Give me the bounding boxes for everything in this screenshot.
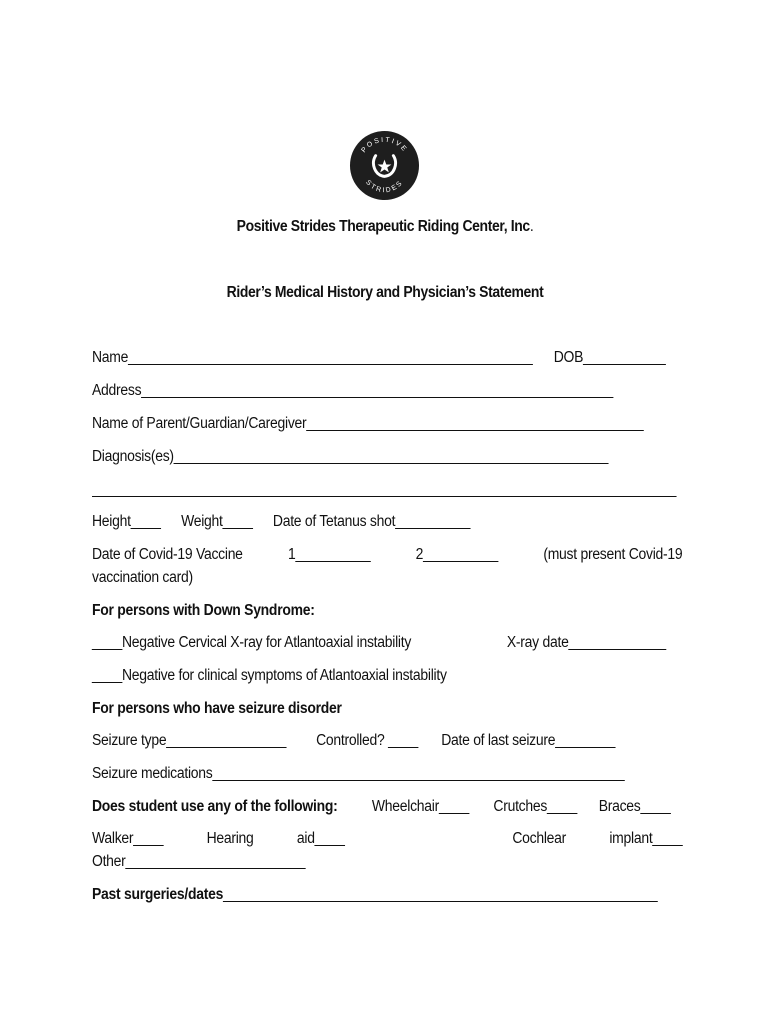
- covid-label: Date of Covid-19 Vaccine: [92, 546, 243, 563]
- height-field[interactable]: Height____: [92, 513, 161, 530]
- tetanus-date-field[interactable]: Date of Tetanus shot__________: [272, 513, 471, 530]
- covid-note-continued: vaccination card): [92, 569, 193, 586]
- devices-row-2: [92, 829, 682, 849]
- last-seizure-date-field[interactable]: Date of last seizure________: [441, 732, 616, 749]
- diagnosis-field[interactable]: Diagnosis(es)__________________________________________________________: [92, 448, 609, 465]
- surgeries-label: Past surgeries/dates: [92, 886, 224, 903]
- positive-strides-logo: [349, 130, 420, 201]
- wheelchair-field[interactable]: Wheelchair____: [371, 798, 469, 815]
- cochlear-label: Cochlear: [512, 830, 567, 847]
- address-field[interactable]: Address_______________________________________________________________: [92, 382, 614, 399]
- covid-dose-1-field[interactable]: 1__________: [287, 546, 371, 563]
- xray-row: [92, 633, 666, 653]
- controlled-field[interactable]: Controlled? ____: [316, 732, 419, 749]
- svg-text:POSITIVE: POSITIVE: [360, 136, 409, 155]
- hearing-label: Hearing: [206, 830, 254, 847]
- devices-row: [92, 797, 671, 817]
- svg-text:STRIDES: STRIDES: [364, 179, 405, 195]
- parent-guardian-field[interactable]: Name of Parent/Guardian/Caregiver_____________________________________________: [92, 415, 644, 432]
- weight-field[interactable]: Weight____: [181, 513, 253, 530]
- covid-dose-2-field[interactable]: 2__________: [415, 546, 499, 563]
- surgeries-row: [92, 885, 658, 905]
- clinical-symptoms-field[interactable]: ____Negative for clinical symptoms of Atlantoaxial instability: [92, 667, 447, 684]
- covid-row: [92, 545, 682, 565]
- surgeries-field[interactable]: __________________________________________________________: [223, 886, 658, 903]
- xray-date-field[interactable]: X-ray date_____________: [506, 634, 666, 651]
- name-row: [92, 348, 666, 368]
- down-syndrome-heading: For persons with Down Syndrome:: [92, 602, 315, 619]
- negative-xray-field[interactable]: ____Negative Cervical X-ray for Atlantoaxial instability: [92, 634, 412, 651]
- organization-title: Positive Strides Therapeutic Riding Center, Inc.: [236, 218, 534, 235]
- form-title: Rider’s Medical History and Physician’s Statement: [226, 284, 544, 301]
- dob-field[interactable]: DOB___________: [553, 349, 666, 366]
- vitals-row: [92, 512, 623, 532]
- cochlear-implant-field[interactable]: implant____: [609, 830, 683, 847]
- covid-note: (must present Covid-19: [543, 546, 683, 563]
- name-field[interactable]: Name______________________________________________________: [92, 349, 533, 366]
- devices-question: Does student use any of the following:: [92, 798, 338, 815]
- crutches-field[interactable]: Crutches____: [493, 798, 578, 815]
- seizure-medications-field[interactable]: Seizure medications_______________________________________________________: [92, 765, 625, 782]
- hearing-aid-field[interactable]: aid____: [296, 830, 345, 847]
- walker-field[interactable]: Walker____: [92, 830, 164, 847]
- other-device-field[interactable]: Other________________________: [92, 853, 306, 870]
- seizure-type-field[interactable]: Seizure type________________: [92, 732, 287, 749]
- diagnosis-continuation-line[interactable]: ______________________________________________________________________________: [92, 481, 677, 498]
- seizure-heading: For persons who have seizure disorder: [92, 700, 342, 717]
- braces-field[interactable]: Braces____: [598, 798, 671, 815]
- seizure-row: [92, 731, 623, 751]
